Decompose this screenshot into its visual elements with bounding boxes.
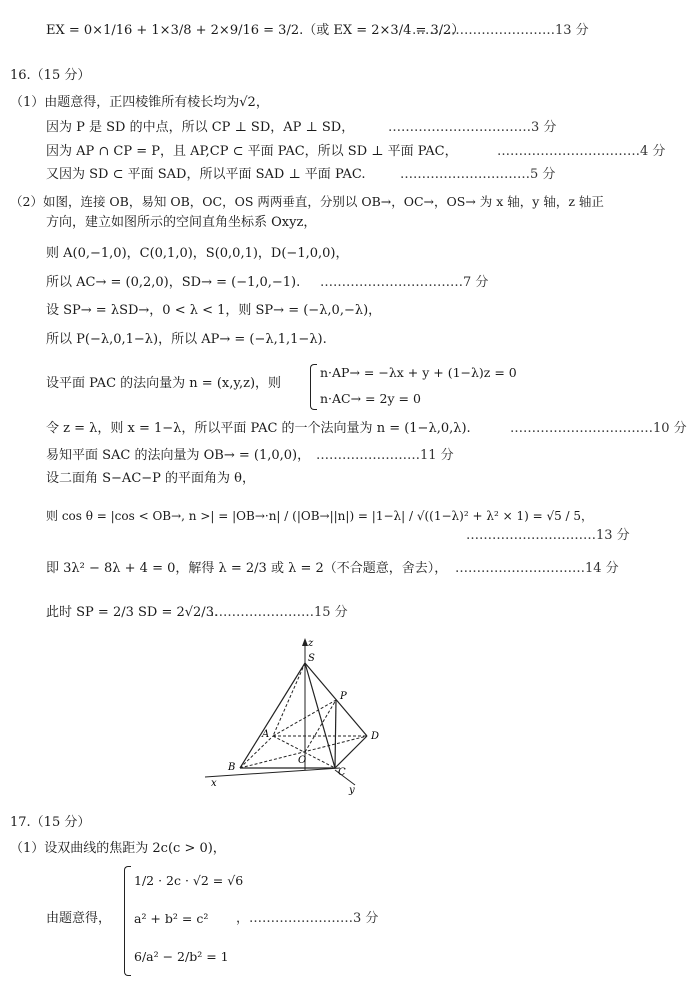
q16-p2-line12: 即 3λ² − 8λ + 4 = 0，解得 λ = 2/3 或 λ = 2（不合题意，舍去）， bbox=[46, 561, 448, 576]
q16-header: 16.（15 分） bbox=[10, 68, 91, 83]
q16-p1-line2: 因为 AP ∩ CP = P，且 AP,CP ⊂ 平面 PAC，所以 SD ⊥ 平面 PAC， bbox=[46, 144, 458, 159]
q16-p2-line13-score: ……………………15 分 bbox=[210, 605, 348, 620]
ex-line: EX = 0×1/16 + 1×3/8 + 2×9/16 = 3/2.（或 EX = 2×3/4 = 3/2） bbox=[46, 23, 465, 38]
label-S: S bbox=[308, 653, 315, 664]
q16-p2-line5: 设 SP→ = λSD→，0 < λ < 1，则 SP→ = (−λ,0,−λ)， bbox=[46, 303, 382, 318]
q16-p2-line2: 方向，建立如图所示的空间直角坐标系 Oxyz， bbox=[46, 215, 317, 230]
q16-p2-line9: 易知平面 SAC 的法向量为 OB→ = (1,0,0)， bbox=[46, 448, 311, 463]
label-O: O bbox=[298, 755, 307, 766]
q16-p2-line3: 则 A(0,−1,0)，C(0,1,0)，S(0,0,1)，D(−1,0,0)， bbox=[46, 246, 349, 261]
line-OP bbox=[305, 700, 336, 752]
q16-p1-line1-score: ……………………………3 分 bbox=[388, 120, 557, 135]
label-y: y bbox=[349, 785, 355, 795]
q17-sys1: 1/2 · 2c · √2 = √6 bbox=[134, 873, 244, 888]
line-CP bbox=[335, 700, 336, 768]
q17-intro: 由题意得， bbox=[46, 911, 112, 926]
q16-p2-line4: 所以 AC→ = (0,2,0)，SD→ = (−1,0,−1). bbox=[46, 275, 301, 290]
q16-p2-line11-score: …………………………13 分 bbox=[466, 528, 630, 543]
q16-p2-line8: 令 z = λ，则 x = 1−λ，所以平面 PAC 的一个法向量为 n = (1−λ,0,λ). bbox=[46, 421, 471, 436]
q16-p2-line1: （2）如图，连接 OB，易知 OB，OC，OS 两两垂直，分别以 OB→，OC→，OS→ 为 x 轴，y 轴，z 轴正 bbox=[10, 194, 604, 209]
label-z: z bbox=[308, 638, 314, 649]
system-eq1: n·AP→ = −λx + y + (1−λ)z = 0 bbox=[320, 365, 517, 380]
q16-p2-line10: 设二面角 S−AC−P 的平面角为 θ， bbox=[46, 471, 255, 486]
pyramid-figure bbox=[195, 635, 395, 795]
q17-sys3: 6/a² − 2/b² = 1 bbox=[134, 949, 229, 964]
q16-p2-line11: 则 cos θ = |cos < OB→, n >| = |OB→·n| / (|OB→||n|) = |1−λ| / √((1−λ)² + λ² × 1) = √5 / 5， bbox=[46, 509, 594, 523]
q16-p1-line1: 因为 P 是 SD 的中点，所以 CP ⊥ SD，AP ⊥ SD， bbox=[46, 120, 355, 135]
label-P: P bbox=[340, 691, 347, 702]
q16-p1-line2-score: ……………………………4 分 bbox=[497, 144, 666, 159]
q16-p2-line4-score: ……………………………7 分 bbox=[320, 275, 489, 290]
q16-p2-line9-score: ……………………11 分 bbox=[316, 448, 454, 463]
q17-sys2: a² + b² = c² bbox=[134, 911, 209, 926]
x-axis bbox=[205, 768, 340, 777]
edge-SB bbox=[240, 663, 305, 768]
label-A: A bbox=[262, 729, 270, 740]
label-C: C bbox=[338, 767, 346, 778]
edge-SA bbox=[273, 663, 305, 736]
q16-p2-line13: 此时 SP = 2/3 SD = 2√2/3. bbox=[46, 605, 219, 620]
system-eq2: n·AC→ = 2y = 0 bbox=[320, 391, 421, 406]
q16-p1-head: （1）由题意得，正四棱锥所有棱长均为√2， bbox=[10, 95, 269, 110]
q17-system-brace bbox=[124, 866, 131, 976]
q16-p1-line3-score: …………………………5 分 bbox=[400, 167, 556, 182]
q16-p2-line12-score: …………………………14 分 bbox=[455, 561, 619, 576]
label-B: B bbox=[228, 762, 236, 773]
q17-header: 17.（15 分） bbox=[10, 815, 91, 830]
q16-p2-line6: 所以 P(−λ,0,1−λ)，所以 AP→ = (−λ,1,1−λ). bbox=[46, 332, 327, 347]
q16-p1-line3: 又因为 SD ⊂ 平面 SAD，所以平面 SAD ⊥ 平面 PAC. bbox=[46, 167, 366, 182]
label-D: D bbox=[371, 731, 380, 742]
label-x: x bbox=[211, 778, 217, 789]
edge-CD bbox=[335, 736, 367, 768]
ex-score: ……………………………13 分 bbox=[412, 23, 589, 38]
q17-p1-head: （1）设双曲线的焦距为 2c(c > 0)， bbox=[10, 841, 226, 856]
q17-score: ，……………………3 分 bbox=[236, 911, 379, 926]
system-brace bbox=[310, 364, 317, 410]
q16-p2-line7: 设平面 PAC 的法向量为 n = (x,y,z)，则 bbox=[46, 376, 282, 391]
q16-p2-line8-score: ……………………………10 分 bbox=[510, 421, 687, 436]
